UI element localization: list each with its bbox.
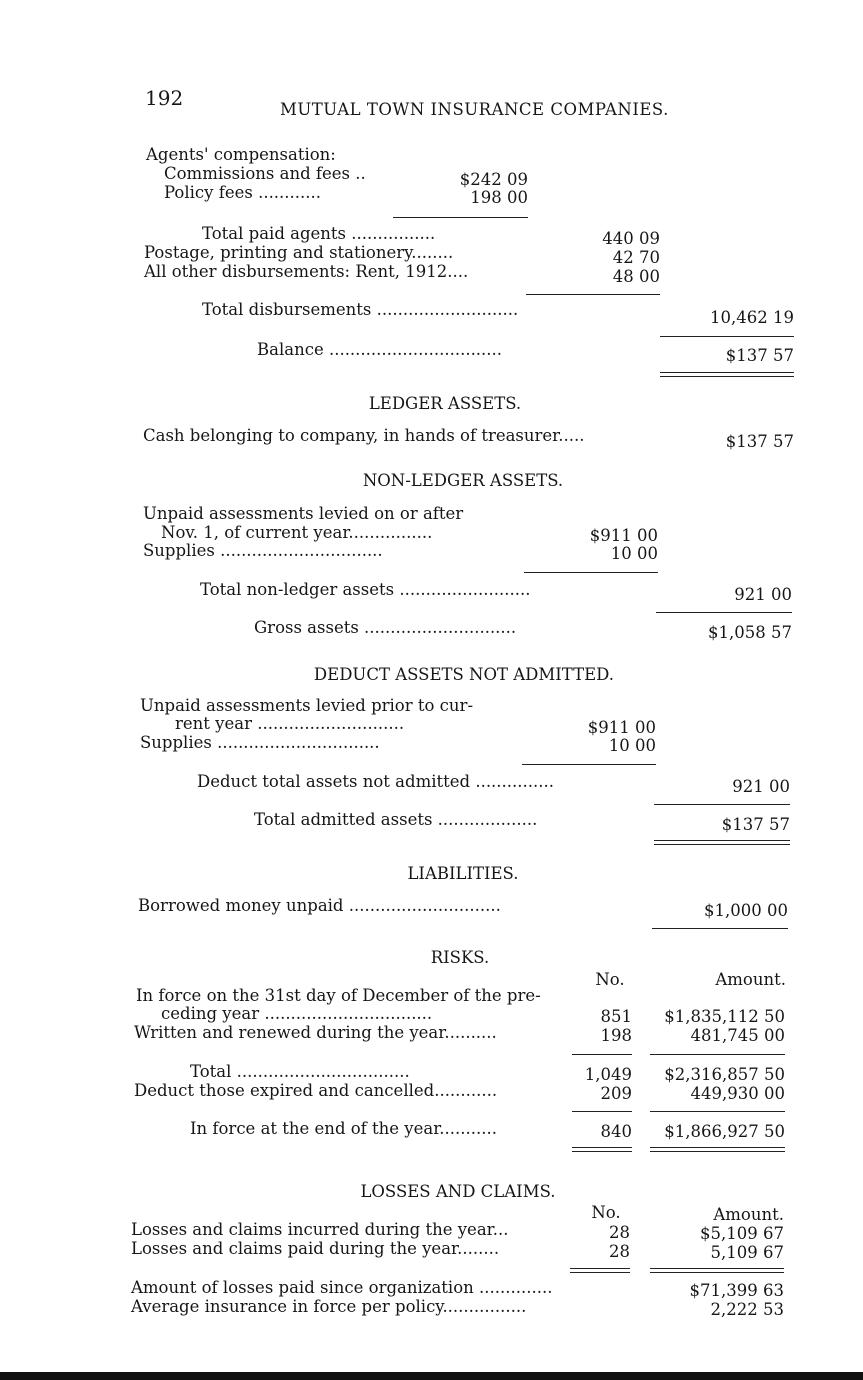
supplies-not-admitted-value: 10 00 — [608, 736, 656, 755]
borrowed-money-value: $1,000 00 — [704, 901, 788, 920]
policy-fees-label: Policy fees ............ — [164, 183, 322, 202]
subtotal-rule — [522, 764, 656, 765]
subtotal-rule — [393, 217, 528, 218]
losses-paid-amount: 5,109 67 — [710, 1243, 784, 1262]
risks-row-amount: $1,866,927 50 — [664, 1122, 785, 1141]
total-non-ledger-label: Total non-ledger assets ......................... — [200, 580, 531, 599]
commissions-value: $242 09 — [459, 170, 528, 189]
losses-heading: LOSSES AND CLAIMS. — [360, 1182, 556, 1201]
risks-amount-rule — [650, 1111, 785, 1112]
commissions-label: Commissions and fees .. — [164, 164, 366, 183]
non-ledger-assets-heading: NON-LEDGER ASSETS. — [362, 471, 564, 490]
risks-row-label: In force at the end of the year........... — [190, 1119, 497, 1138]
risks-row-label: Written and renewed during the year.......... — [134, 1023, 497, 1042]
risks-row-label: Deduct those expired and cancelled............ — [134, 1081, 498, 1100]
total-disbursements-label: Total disbursements ........................... — [202, 300, 519, 319]
average-insurance-value: 2,222 53 — [710, 1300, 784, 1319]
unpaid-label-1: Unpaid assessments levied on or after — [143, 504, 464, 523]
other-disbursements-value: 48 00 — [612, 267, 660, 286]
risks-row-label: ceding year ................................ — [161, 1004, 433, 1023]
subtotal-rule — [524, 572, 658, 573]
risks-row-amount: 449,930 00 — [690, 1084, 785, 1103]
postage-value: 42 70 — [612, 248, 660, 267]
total-rule — [660, 336, 794, 337]
risks-heading: RISKS. — [430, 948, 490, 967]
admitted-double-rule — [654, 840, 790, 845]
unpaid-value: $911 00 — [589, 526, 658, 545]
balance-label: Balance ................................. — [257, 340, 503, 359]
risks-row-no: 1,049 — [584, 1065, 632, 1084]
losses-since-org-value: $71,399 63 — [689, 1281, 784, 1300]
losses-incurred-label: Losses and claims incurred during the year... — [131, 1220, 509, 1239]
losses-paid-label: Losses and claims paid during the year........ — [131, 1239, 500, 1258]
losses-col-no: No. — [591, 1203, 621, 1222]
risks-row-no: 209 — [600, 1084, 632, 1103]
risks-col-amount: Amount. — [715, 970, 786, 989]
postage-label: Postage, printing and stationery........ — [144, 243, 454, 262]
unpaid-prior-label-1: Unpaid assessments levied prior to cur- — [140, 696, 474, 715]
risks-no-rule — [572, 1111, 632, 1112]
deduct-total-value: 921 00 — [732, 777, 790, 796]
gross-assets-value: $1,058 57 — [708, 623, 792, 642]
risks-row-no: 840 — [600, 1122, 632, 1141]
borrowed-money-label: Borrowed money unpaid ............................. — [138, 896, 501, 915]
losses-since-org-label: Amount of losses paid since organization .............. — [131, 1278, 553, 1297]
losses-col-amount: Amount. — [713, 1205, 784, 1224]
total-rule — [656, 612, 792, 613]
risks-row-label: Total ................................. — [190, 1062, 410, 1081]
risks-row-no: 198 — [600, 1026, 632, 1045]
risks-col-no: No. — [595, 970, 625, 989]
liabilities-rule — [652, 928, 788, 929]
subtotal-rule — [526, 294, 660, 295]
average-insurance-label: Average insurance in force per policy................ — [131, 1297, 527, 1316]
losses-paid-no: 28 — [609, 1242, 630, 1261]
unpaid-prior-label-2: rent year ............................ — [175, 714, 405, 733]
risks-row-no: 851 — [600, 1007, 632, 1026]
losses-amount-double-rule — [650, 1268, 784, 1273]
total-paid-agents-value: 440 09 — [602, 229, 660, 248]
admitted-assets-label: Total admitted assets ................... — [254, 810, 538, 829]
risks-amount-double-rule — [650, 1147, 785, 1152]
policy-fees-value: 198 00 — [470, 188, 528, 207]
supplies-not-admitted-label: Supplies ............................... — [140, 733, 380, 752]
cash-label: Cash belonging to company, in hands of treasurer..... — [143, 426, 585, 445]
risks-row-amount: $1,835,112 50 — [664, 1007, 785, 1026]
losses-no-double-rule — [570, 1268, 630, 1273]
not-admitted-heading: DEDUCT ASSETS NOT ADMITTED. — [313, 665, 615, 684]
admitted-assets-value: $137 57 — [721, 815, 790, 834]
liabilities-heading: LIABILITIES. — [407, 864, 519, 883]
risks-row-label: In force on the 31st day of December of the pre- — [136, 986, 541, 1005]
risks-no-double-rule — [572, 1147, 632, 1152]
total-disbursements-value: 10,462 19 — [710, 308, 794, 327]
cash-value: $137 57 — [725, 432, 794, 451]
scan-edge-bar — [0, 1372, 863, 1380]
supplies-label: Supplies ............................... — [143, 541, 383, 560]
risks-no-rule — [572, 1054, 632, 1055]
total-non-ledger-value: 921 00 — [734, 585, 792, 604]
other-disbursements-label: All other disbursements: Rent, 1912.... — [144, 262, 469, 281]
total-rule — [654, 804, 790, 805]
agents-heading: Agents' compensation: — [146, 145, 336, 164]
total-paid-agents-label: Total paid agents ................ — [202, 224, 436, 243]
gross-assets-label: Gross assets ............................. — [254, 618, 517, 637]
balance-double-rule — [660, 372, 794, 377]
risks-amount-rule — [650, 1054, 785, 1055]
page-number: 192 — [145, 86, 184, 110]
unpaid-label-2: Nov. 1, of current year................ — [161, 523, 433, 542]
ledger-assets-heading: LEDGER ASSETS. — [368, 394, 522, 413]
deduct-total-label: Deduct total assets not admitted ............... — [197, 772, 554, 791]
balance-value: $137 57 — [725, 346, 794, 365]
losses-incurred-amount: $5,109 67 — [700, 1224, 784, 1243]
risks-row-amount: $2,316,857 50 — [664, 1065, 785, 1084]
risks-row-amount: 481,745 00 — [690, 1026, 785, 1045]
unpaid-prior-value: $911 00 — [587, 718, 656, 737]
supplies-value: 10 00 — [610, 544, 658, 563]
running-title: MUTUAL TOWN INSURANCE COMPANIES. — [280, 100, 669, 119]
losses-incurred-no: 28 — [609, 1223, 630, 1242]
